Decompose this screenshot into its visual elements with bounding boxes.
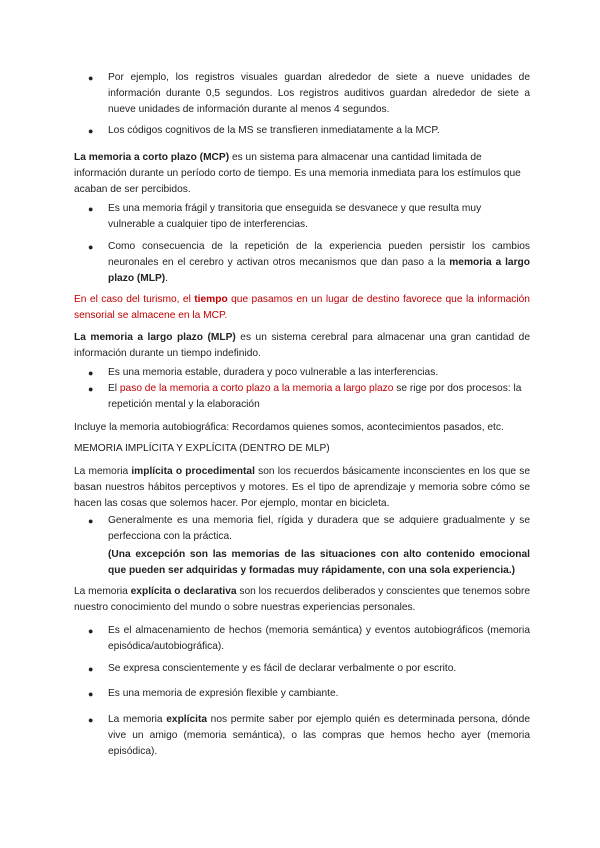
bullet-item-estable: ● Es una memoria estable, duradera y poco vulnerable a las interferencias. (108, 365, 530, 381)
bullet-icon: ● (88, 204, 94, 214)
bullet-item-registros: ● Por ejemplo, los registros visuales guardan alrededor de siete a nueve unidades de información durante 0,5 segundos. Los registros auditivos guardan alrededor de siete a nueve unidades de información durante al menos 4 segundos. (88, 72, 530, 115)
paragraph-mcp: La memoria a corto plazo (MCP) es un sistema para almacenar una cantidad limitada de información durante un período corto de tiempo. Es una memoria inmediata para los estímulos que acaban de ser percibidos. (74, 152, 521, 195)
paragraph-implicita: La memoria implícita o procedimental son los recuerdos básicamente inconscientes en los que se basan nuestros hábitos perceptivos y motores. Es el tipo de aprendizaje y memoria sobre cómo se hacen las cosas que solemos hacer. Por ejemplo, montar en bicicleta. (74, 466, 531, 509)
paragraph-autobiografica: Incluye la memoria autobiográfica: Recordamos quienes somos, acontecimientos pasados, etc. (74, 422, 504, 433)
paragraph-mlp: La memoria a largo plazo (MLP) es un sistema cerebral para almacenar una gran cantidad de información durante un tiempo indefinido. (74, 332, 531, 359)
note-excepcion: (Una excepción son las memorias de las situaciones con alto contenido emocional que pueden ser adquiridas y formadas muy rápidamente, con una sola experiencia.) (108, 549, 530, 576)
bullet-icon: ● (88, 384, 94, 394)
bullet-icon: ● (88, 368, 94, 378)
bullet-item-conscientemente: ● Se expresa conscientemente y es fácil de declarar verbalmente o por escrito. (108, 661, 530, 677)
bullet-icon: ● (88, 242, 94, 252)
bullet-item-repeticion: ● Como consecuencia de la repetición de la experiencia pueden persistir los cambios neuronales en el cerebro y activan otros mecanismos que dan paso a la memoria a largo plazo (MLP). (88, 241, 531, 284)
paragraph-turismo: En el caso del turismo, el tiempo que pasamos en un lugar de destino favorece que la información sensorial se almacene en la MCP. (74, 294, 530, 321)
bullet-icon: ● (88, 715, 94, 725)
bullet-icon: ● (88, 626, 94, 636)
bullet-item-flexible: ● Es una memoria de expresión flexible y cambiante. (108, 686, 530, 702)
bullet-icon: ● (88, 73, 94, 83)
bullet-item-paso: ● El paso de la memoria a corto plazo a la memoria a largo plazo se rige por dos procesos: la repetición mental y la elaboración (88, 383, 522, 410)
bullet-item-codigos: ● Los códigos cognitivos de la MS se transfieren inmediatamente a la MCP. (108, 123, 530, 139)
bullet-icon: ● (88, 664, 94, 674)
bullet-item-almacenamiento: ● Es el almacenamiento de hechos (memoria semántica) y eventos autobiográficos (memoria episódica/autobiográfica). (88, 625, 530, 652)
bullet-icon: ● (88, 126, 94, 136)
bullet-item-ejemplo: ● La memoria explícita nos permite saber por ejemplo quién es determinada persona, dónde vive un amigo (memoria semántica), o las compras que hemos hecho ayer (memoria episódica). (88, 714, 530, 757)
section-heading: MEMORIA IMPLÍCITA Y EXPLÍCITA (DENTRO DE MLP) (74, 443, 330, 454)
paragraph-explicita: La memoria explícita o declarativa son los recuerdos deliberados y conscientes que tenemos sobre nuestro conocimiento del mundo o sobre nuestras experiencias personales. (74, 586, 531, 613)
bullet-item-fiel: ● Generalmente es una memoria fiel, rígida y duradera que se adquiere gradualmente y se perfecciona con la práctica. (88, 515, 530, 542)
bullet-item-fragil: ● Es una memoria frágil y transitoria que enseguida se desvanece y que resulta muy vulnerable a cualquier tipo de interferencias. (88, 203, 482, 230)
bullet-icon: ● (88, 689, 94, 699)
bullet-icon: ● (88, 516, 94, 526)
